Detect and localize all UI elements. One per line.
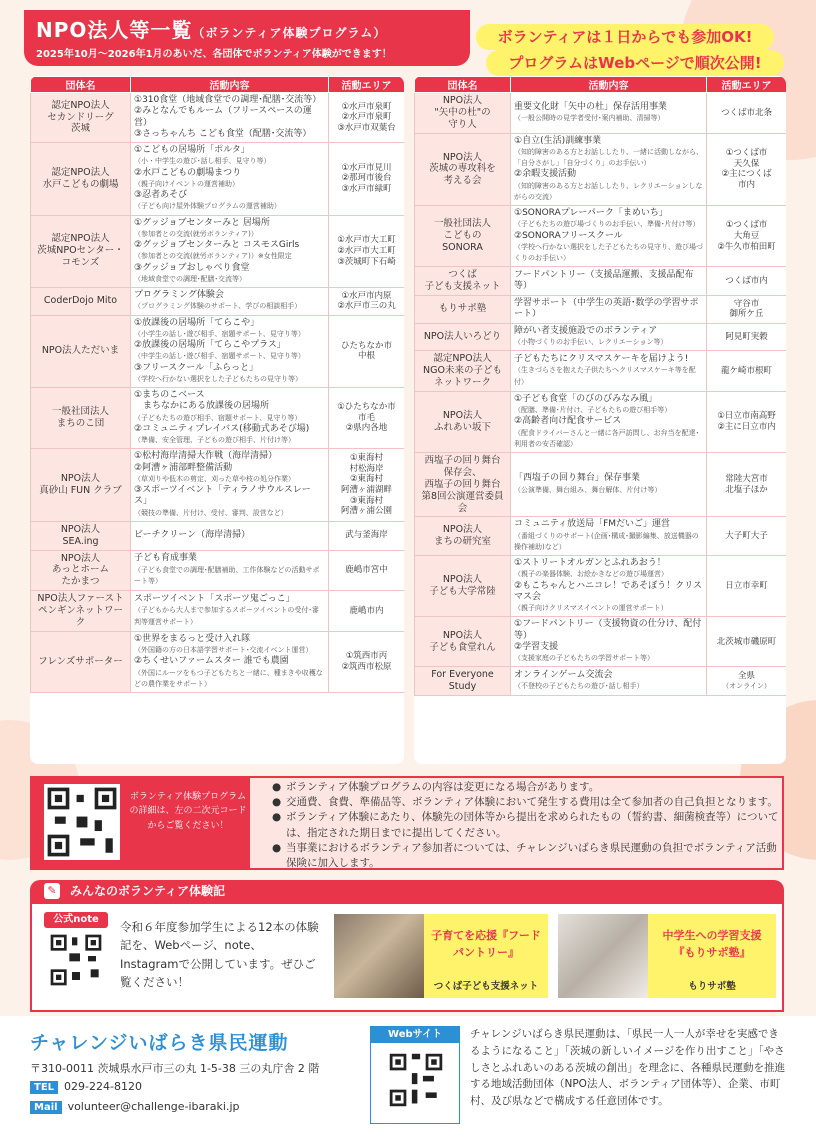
pill-one-day: ボランティアは１日からでも参加OK! bbox=[476, 24, 774, 50]
tel-number[interactable]: 029-224-8120 bbox=[64, 1080, 142, 1093]
table-row bbox=[31, 449, 405, 522]
card-title: 子育てを応援『フードパントリー』 bbox=[431, 929, 541, 959]
activity-content: ①まちのこベース まちなかにある放課後の居場所 （子どもたちの遊び相手、宿題サポート、見守り等） ②コミュニティプレイバス(移動式あそび場) （準備、安全管理、子どもの遊び相手、片付け等） bbox=[131, 388, 329, 449]
qr-code-icon[interactable] bbox=[44, 784, 120, 860]
table-row bbox=[415, 556, 787, 617]
right-table bbox=[414, 76, 786, 764]
mail-address[interactable]: volunteer@challenge-ibaraki.jp bbox=[67, 1100, 240, 1113]
table-row bbox=[415, 391, 787, 452]
activity-content: ①こどもの居場所「ポルタ」 （小・中学生の遊び･話し相手、見守り等） ②水戸こどもの劇場まつり （親子向けイベントの運営補助） ③忍者あそび （子ども向け屋外体験プログラムの運営補助） bbox=[131, 143, 329, 216]
org-name: フレンズサポーター bbox=[31, 631, 131, 692]
web-box bbox=[370, 1026, 460, 1124]
note-label: 公式note bbox=[44, 912, 108, 928]
activity-area: 常陸大宮市 北塩子ほか bbox=[707, 453, 787, 517]
activity-content: 重要文化財「矢中の杜」保存活用事業 （一般公開時の見学者受付･案内補助、清掃等） bbox=[511, 93, 707, 134]
note-item: ● ボランティア体験にあたり、体験先の団体等から提出を求められたもの（誓約書、細菌検査等）については、指定された期日までに提出してください。 bbox=[272, 810, 780, 840]
activity-content: ①グッジョブセンターみと 居場所 （参加者との交流(就労ボランティア)） ②グッジョブセンターみと コスモスGirls （参加者との交流(就労ボランティア)）※女性限定 ③グッジョブおしゃべり食堂 （地域食堂での調理･配膳･交流等） bbox=[131, 215, 329, 288]
activity-area: 日立市幸町 bbox=[707, 556, 787, 617]
activity-area: 阿見町実穀 bbox=[707, 323, 787, 351]
experience-heading: ✎ みんなのボランティア体験記 bbox=[30, 880, 784, 902]
table-row bbox=[415, 453, 787, 517]
activity-content: コミュニティ放送局「FMだいご」運営 （番組づくりのサポート(企画･構成･撮影編集、放送機器の操作補助)など） bbox=[511, 517, 707, 556]
activity-content: ビーチクリーン（海岸清掃） bbox=[131, 521, 329, 550]
note-qr-icon[interactable] bbox=[48, 932, 104, 988]
activity-area: ①水戸市見川 ②那珂市後台 ③水戸市緑町 bbox=[329, 143, 405, 216]
table-row bbox=[31, 591, 405, 632]
card-org: つくば子ども支援ネット bbox=[433, 981, 539, 992]
table-row bbox=[415, 296, 787, 324]
activity-content: ①自立(生活)訓練事業 （知的障害のある方とお話ししたり、一緒に活動しながら、「自分さがし」「自分づくり」のお手伝い） ②余暇支援活動 （知的障害のある方とお話ししたり、レクリエーションしながらの交流） bbox=[511, 133, 707, 206]
activity-area: 全県 （オンライン） bbox=[707, 667, 787, 696]
activity-area: 北茨城市磯原町 bbox=[707, 617, 787, 667]
activity-content: プログラミング体験会 （プログラミング体験のサポート、学びの相談相手） bbox=[131, 288, 329, 316]
photo-study bbox=[558, 914, 648, 998]
card-food-pantry[interactable] bbox=[424, 914, 548, 998]
mail-label: Mail bbox=[30, 1101, 62, 1114]
table-row bbox=[31, 288, 405, 316]
activity-area: ①東海村 村松海岸 ②東海村 阿漕ヶ浦湖畔 ③東海村 阿漕ヶ浦公園 bbox=[329, 449, 405, 522]
activity-area: 龍ケ崎市根町 bbox=[707, 351, 787, 392]
org-name: NPO法人 ふれあい坂下 bbox=[415, 391, 511, 452]
photo-food-pantry bbox=[334, 914, 424, 998]
address: 〒310-0011 茨城県水戸市三の丸 1-5-38 三の丸庁舎 2 階 bbox=[30, 1062, 320, 1075]
org-name: NPO法人 子ども大学常陸 bbox=[415, 556, 511, 617]
activity-content: 「西塩子の回り舞台」保存事業 （公演準備、舞台組み、舞台解体、片付け等） bbox=[511, 453, 707, 517]
note-item: ● 交通費、食費、準備品等、ボランティア体験において発生する費用は全て参加者の自己負担となります。 bbox=[272, 795, 780, 810]
activity-area: つくば市北条 bbox=[707, 93, 787, 134]
table-row bbox=[31, 143, 405, 216]
table-row bbox=[31, 550, 405, 591]
activity-area: つくば市内 bbox=[707, 267, 787, 296]
org-name: つくば 子ども支援ネット bbox=[415, 267, 511, 296]
org-name: CoderDojo Mito bbox=[31, 288, 131, 316]
table-row bbox=[415, 206, 787, 267]
org-name: 西塩子の回り舞台 保存会、 西塩子の回り舞台 第8回公演運営委員会 bbox=[415, 453, 511, 517]
org-name: 一般社団法人 こどもの SONORA bbox=[415, 206, 511, 267]
table-row bbox=[415, 617, 787, 667]
mail-line bbox=[30, 1100, 240, 1114]
note-item: ● 当事業におけるボランティア参加者については、チャレンジいばらき県民運動の負担でボランティア活動保険に加入します。 bbox=[272, 841, 780, 871]
note-item: ● ボランティア体験プログラムの内容は変更になる場合があります。 bbox=[272, 780, 780, 795]
activity-area: ひたちなか市 中根 bbox=[329, 315, 405, 388]
tel-label: TEL bbox=[30, 1081, 58, 1094]
org-name: NPO法人いろどり bbox=[415, 323, 511, 351]
org-name: NPO法人ただいま bbox=[31, 315, 131, 388]
org-name: 認定NPO法人 水戸こどもの劇場 bbox=[31, 143, 131, 216]
tel-line bbox=[30, 1080, 142, 1094]
activity-area: ①水戸市泉町 ②水戸市泉町 ③水戸市双葉台 bbox=[329, 93, 405, 143]
experience-text: 令和６年度参加学生による12本の体験記を、Webページ、note、Instagramで公開しています。ぜひご覧ください！ bbox=[120, 920, 319, 990]
table-row bbox=[31, 388, 405, 449]
activity-content: オンラインゲーム交流会 （不登校の子どもたちの遊び･話し相手） bbox=[511, 667, 707, 696]
org-name: NPO法人 "矢中の杜"の 守り人 bbox=[415, 93, 511, 134]
org-name: For Everyone Study bbox=[415, 667, 511, 696]
col-act: 活動内容 bbox=[511, 77, 707, 93]
pencil-icon: ✎ bbox=[44, 883, 60, 899]
activity-content: ①ストリートオルガンとふれあおう！ （親子の楽器体験、お絵かきなどの遊び場運営） ②もこちゃんとハニコレ！であそぼう！クリスマス会 （親子向けクリスマスイベントの運営サポート） bbox=[511, 556, 707, 617]
table-row bbox=[415, 267, 787, 296]
org-name: NPO法人 茨城の専攻科を 考える会 bbox=[415, 133, 511, 206]
org-name: もりサポ塾 bbox=[415, 296, 511, 324]
pill-web: プログラムはWebページで順次公開! bbox=[486, 50, 784, 76]
activity-content: ①SONORAプレーパーク「まめいち」 （子どもたちの遊び場づくりのお手伝い、準備･片付け等） ②SONORAフリースクール （学校へ行かない選択をした子どもたちの見守り、遊び場づくりのお手伝い） bbox=[511, 206, 707, 267]
activity-content: ①310食堂（地域食堂での調理･配膳･交流等） ②みとなんでもルーム（フリースペースの運営） ③さっちゃんち こども食堂（配膳･交流等） bbox=[131, 93, 329, 143]
activity-area: ①水戸市内原 ②水戸市三の丸 bbox=[329, 288, 405, 316]
card-study[interactable] bbox=[648, 914, 776, 998]
org-name: 認定NPO法人 NGO未来の子ども ネットワーク bbox=[415, 351, 511, 392]
org-name: 一般社団法人 まちのこ団 bbox=[31, 388, 131, 449]
activity-content: ①子ども食堂「のびのびみなみ風」 （配膳、準備･片付け、子どもたちの遊び相手等） ②高齢者向け配食サービス （配食ドライバーさんと一緒に各戸訪問し、お弁当を配達･利用者の安否確認） bbox=[511, 391, 707, 452]
period-text: 2025年10月～2026年1月のあいだ、各団体でボランティア体験ができます！ bbox=[36, 49, 392, 60]
table-row bbox=[415, 667, 787, 696]
web-qr-icon[interactable] bbox=[387, 1051, 445, 1113]
activity-area: ①水戸市大工町 ②水戸市大工町 ③茨城町下石崎 bbox=[329, 215, 405, 288]
org-name: NPO法人 まちの研究室 bbox=[415, 517, 511, 556]
activity-area: 鹿嶋市内 bbox=[329, 591, 405, 632]
activity-area: 武与釜海岸 bbox=[329, 521, 405, 550]
col-org: 団体名 bbox=[415, 77, 511, 93]
activity-content: ①放課後の居場所「てらこや」 （小学生の話し･遊び相手、宿題サポート、見守り等） ②放課後の居場所「てらこやプラス」 （中学生の話し･遊び相手、宿題サポート、見守り等） ③フリースクール「ふらっと」 （学校へ行かない選択をした子どもたちの見守り等） bbox=[131, 315, 329, 388]
col-org: 団体名 bbox=[31, 77, 131, 93]
activity-area: ①つくば市 天久保 ②主につくば 市内 bbox=[707, 133, 787, 206]
web-label: Webサイト bbox=[371, 1027, 459, 1043]
org-name: 認定NPO法人 セカンドリーグ 茨城 bbox=[31, 93, 131, 143]
activity-content: フードパントリー（支援品運搬、支援品配布等） bbox=[511, 267, 707, 296]
org-name: NPO法人ファースト ペンギンネットワーク bbox=[31, 591, 131, 632]
org-name: NPO法人 SEA.ing bbox=[31, 521, 131, 550]
left-table bbox=[30, 76, 404, 764]
table-row bbox=[31, 631, 405, 692]
col-area: 活動エリア bbox=[329, 77, 405, 93]
table-row bbox=[31, 521, 405, 550]
qr-message: ボランティア体験プログラムの詳細は、左の二次元コードからご覧ください！ bbox=[129, 792, 247, 831]
notes-list bbox=[272, 780, 780, 871]
org-name: NPO法人 子ども食堂れん bbox=[415, 617, 511, 667]
activity-area: ①筑西市丙 ②筑西市松原 bbox=[329, 631, 405, 692]
activity-content: スポーツイベント「スポーツ鬼ごっこ」 （子どもから大人まで参加するスポーツイベントの受付･審判等運営サポート） bbox=[131, 591, 329, 632]
table-row bbox=[415, 517, 787, 556]
activity-area: ①日立市南高野 ②主に日立市内 bbox=[707, 391, 787, 452]
activity-content: ①世界をまるっと受け入れ隊 （外国籍の方の日本語学習サポート･交流イベント運営） ②ちくせいファームスター 誰でも農園 （外国にルーツをもつ子どもたちと一緒に、種まきや収穫などの農作業をサポート） bbox=[131, 631, 329, 692]
table-row bbox=[415, 133, 787, 206]
card-title: 中学生への学習支援『もりサポ塾』 bbox=[662, 929, 762, 959]
table-row bbox=[31, 315, 405, 388]
activity-area: ①ひたちなか市 市毛 ②県内各地 bbox=[329, 388, 405, 449]
activity-content: 子どもたちにクリスマスケーキを届けよう! （生きづらさを抱えた子供たちへクリスマスケーキ等を配付） bbox=[511, 351, 707, 392]
activity-content: 障がい者支援施設でのボランティア （小物づくりのお手伝い、レクリエーション等） bbox=[511, 323, 707, 351]
activity-area: 大子町大子 bbox=[707, 517, 787, 556]
col-act: 活動内容 bbox=[131, 77, 329, 93]
activity-content: ①松村海岸清掃大作戦（海岸清掃） ②阿漕ヶ浦部畔整備活動 （草刈りや低木の剪定、刈った草や枝の処分作業） ③スポーツイベント「ティラノサウルスレース」 （競技の準備、片付け、受付、審判、設営など） bbox=[131, 449, 329, 522]
activity-content: 子ども育成事業 （子ども食堂での調理･配膳補助、工作体験などの活動サポート等） bbox=[131, 550, 329, 591]
page-header bbox=[24, 10, 470, 66]
page-title: NPO法人等一覧（ボランティア体験プログラム） bbox=[36, 18, 387, 42]
table-row bbox=[415, 351, 787, 392]
activity-content: ①フードパントリー（支援物資の仕分け、配付等） ②学習支援 （支援家庭の子どもたちの学習サポート等） bbox=[511, 617, 707, 667]
org-name: 認定NPO法人 茨城NPOセンター・ コモンズ bbox=[31, 215, 131, 288]
activity-area: ①つくば市 大角豆 ②牛久市柏田町 bbox=[707, 206, 787, 267]
org-description: チャレンジいばらき県民運動は、「県民一人一人が幸せを実感できるようになること」「茨城の新しいイメージを作り出すこと」「やさしさとふれあいのある茨城の創出」を理念に、各種県民運動を推進する地域活動団体（NPO法人、ボランティア団体等）、企業、市町村、及び県などで構成する任意団体です。 bbox=[470, 1028, 785, 1108]
org-name: NPO法人 真砂山 FUN クラブ bbox=[31, 449, 131, 522]
activity-area: 鹿嶋市宮中 bbox=[329, 550, 405, 591]
org-name: NPO法人 あっとホーム たかまつ bbox=[31, 550, 131, 591]
table-row bbox=[31, 93, 405, 143]
col-area: 活動エリア bbox=[707, 77, 787, 93]
table-row bbox=[415, 93, 787, 134]
table-row bbox=[31, 215, 405, 288]
org-logo-text: チャレンジいばらき県民運動 bbox=[30, 1032, 289, 1054]
activity-area: 守谷市 御所ケ丘 bbox=[707, 296, 787, 324]
activity-content: 学習サポート（中学生の英語･数学の学習サポート） bbox=[511, 296, 707, 324]
table-row bbox=[415, 323, 787, 351]
card-org: もりサポ塾 bbox=[688, 981, 736, 992]
